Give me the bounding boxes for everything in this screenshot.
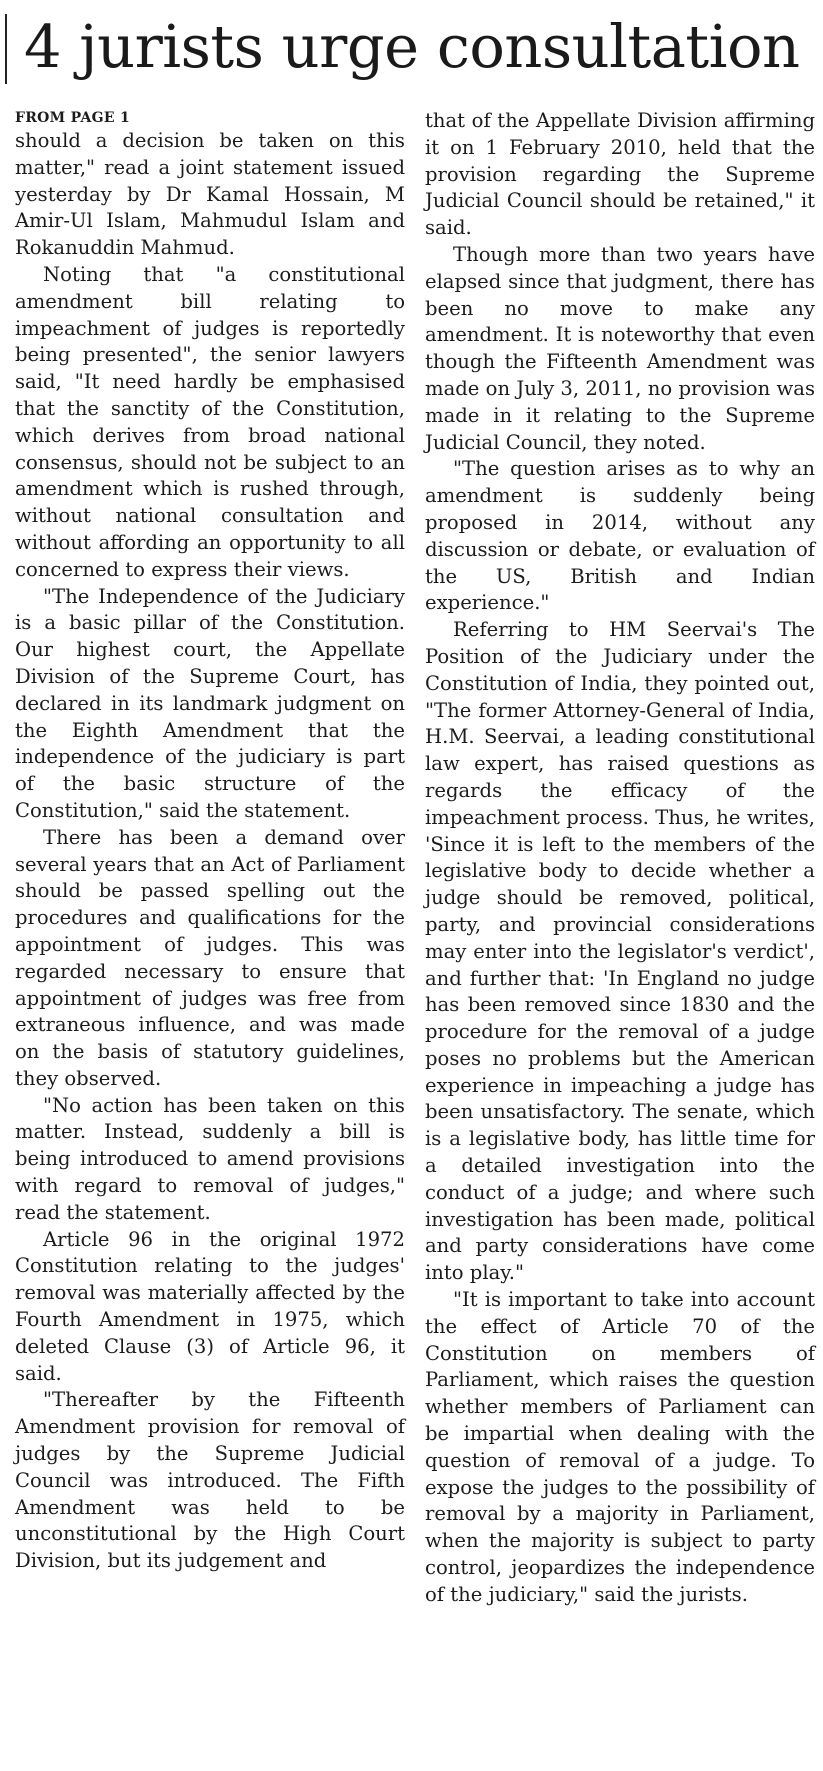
paragraph: Though more than two years have elapsed since that judgment, there has been no move to make any amendment. It is noteworthy that even though the Fifteenth Amendment was made on July 3, 2011, no provision was made in it relating to the Supreme Judicial Council, they noted. bbox=[425, 242, 815, 454]
jump-label: FROM PAGE 1 bbox=[15, 110, 131, 126]
paragraph: Referring to HM Seervai's The Position of the Judiciary under the Constitution of India, they pointed out, "The former Attorney-General of India, H.M. Seervai, a leading constitutional law expert, has raised questions as regards the efficacy of the impeachment process. Thus, he writes, 'Since it is left to the members of the legislative body to decide whether a judge should be removed, political, party, and provincial considerations may enter into the legislator's verdict', and further that: 'In England no judge has been removed since 1830 and the procedure for the removal of a judge poses no problems but the American experience in impeaching a judge has been unsatisfactory. The senate, which is a legislative body, has little time for a detailed investigation into the conduct of a judge; and where such investigation has been made, political and party considerations have come into play." bbox=[425, 618, 815, 1285]
paragraph: Noting that "a constitutional amendment bill relating to impeachment of judges is reportedly being presented", the senior lawyers said, "It need hardly be emphasised that the sanctity of the Constitution, which derives from broad national consensus, should not be subject to an amendment which is rushed through, without national consultation and without affording an opportunity to all concerned to express their views. bbox=[15, 262, 405, 581]
left-column bbox=[15, 108, 405, 1575]
paragraph: "No action has been taken on this matter. Instead, suddenly a bill is being introduced to amend provisions with regard to removal of judges," read the statement. bbox=[15, 1093, 405, 1224]
paragraph: "The question arises as to why an amendment is suddenly being proposed in 2014, without any discussion or debate, or evaluation of the US, British and Indian experience." bbox=[425, 457, 815, 615]
paragraph: "Thereafter by the Fifteenth Amendment provision for removal of judges by the Supreme Judicial Council was introduced. The Fifth Amendment was held to be unconstitutional by the High Court Division, but its judgement and bbox=[15, 1388, 405, 1573]
paragraph: "The Independence of the Judiciary is a basic pillar of the Constitution. Our highest court, the Appellate Division of the Supreme Court, has declared in its landmark judgment on the Eighth Amendment that the independence of the judiciary is part of the basic structure of the Constitution," said the statement. bbox=[15, 584, 405, 822]
paragraph: There has been a demand over several years that an Act of Parliament should be passed spelling out the procedures and qualifications for the appointment of judges. This was regarded necessary to ensure that appointment of judges was free from extraneous influence, and was made on the basis of statutory guidelines, they observed. bbox=[15, 825, 405, 1090]
right-column bbox=[425, 108, 815, 1609]
paragraph: that of the Appellate Division affirming it on 1 February 2010, held that the provision regarding the Supreme Judicial Council should be retained," it said. bbox=[425, 109, 815, 240]
paragraph: should a decision be taken on this matter," read a joint statement issued yesterday by Dr Kamal Hossain, M Amir-Ul Islam, Mahmudul Islam and Rokanuddin Mahmud. bbox=[15, 129, 405, 260]
headline-rule bbox=[5, 14, 7, 84]
headline: 4 jurists urge consultation bbox=[24, 12, 800, 81]
paragraph: "It is important to take into account the effect of Article 70 of the Constitution on members of Parliament, which raises the question whether members of Parliament can be impartial when dealing with the question of removal of a judge. To expose the judges to the possibility of removal by a majority in Parliament, when the majority is subject to party control, jeopardizes the independence of the judiciary," said the jurists. bbox=[425, 1288, 815, 1606]
paragraph: Article 96 in the original 1972 Constitution relating to the judges' removal was materially affected by the Fourth Amendment in 1975, which deleted Clause (3) of Article 96, it said. bbox=[15, 1227, 405, 1385]
